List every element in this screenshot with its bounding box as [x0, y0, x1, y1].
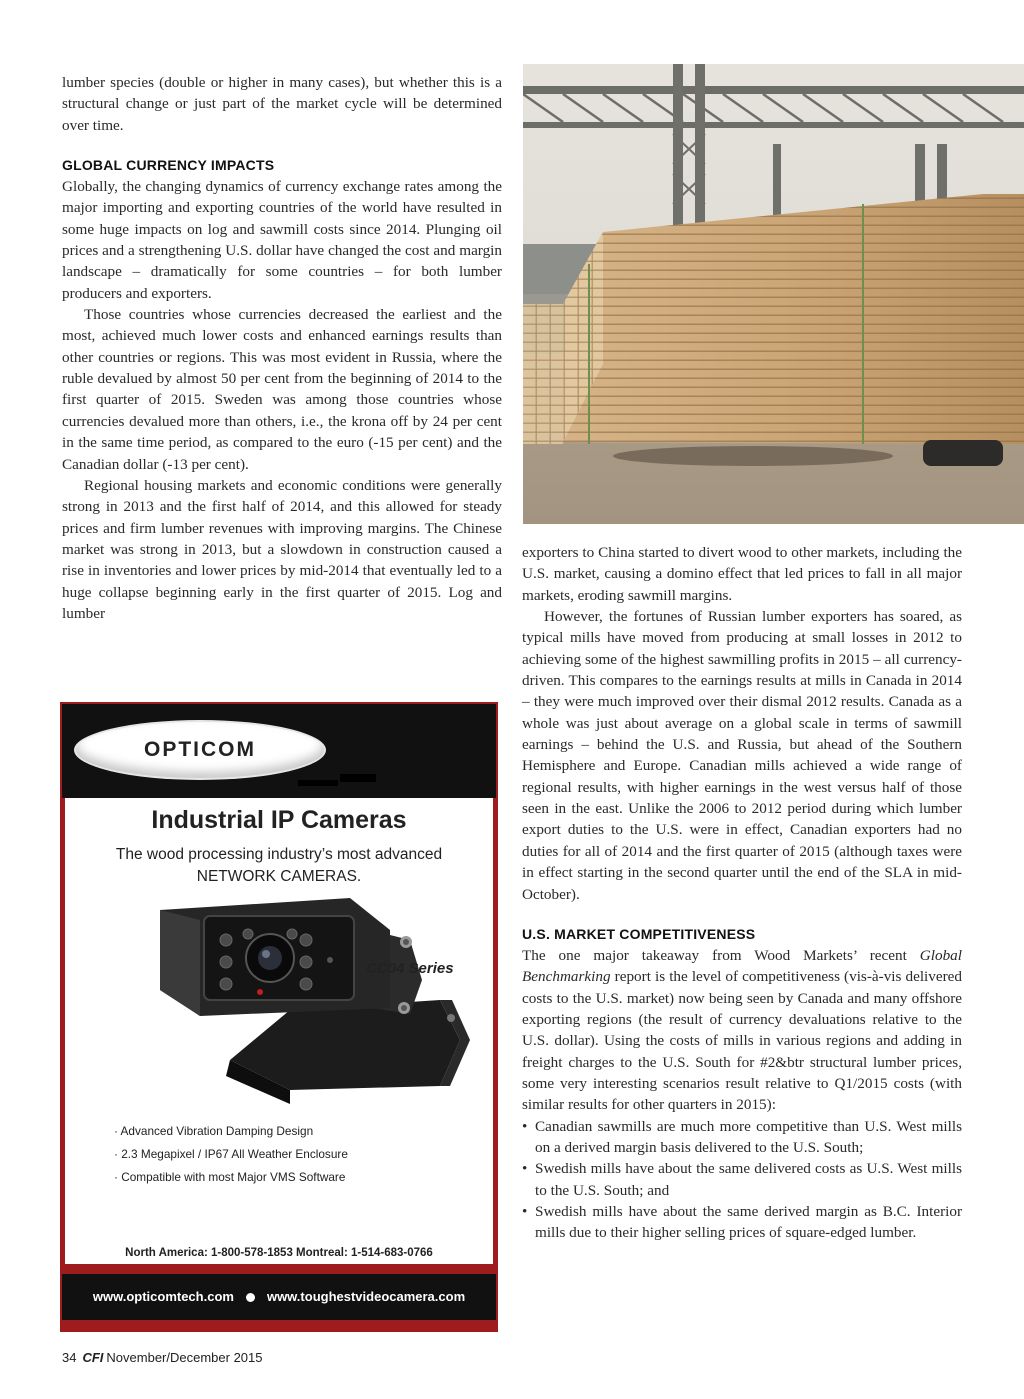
- toughest-camera-website-link[interactable]: www.toughestvideocamera.com: [266, 1289, 466, 1304]
- ad-header-band: [62, 704, 496, 798]
- intro-paragraph: lumber species (double or higher in many cases), but whether this is a structural change or just part of the market cycle will be determined over time.: [62, 74, 502, 134]
- russia-paragraph: However, the fortunes of Russian lumber exporters has soared, as typical mills have moved from producing at small losses in 2012 to achieving some of the highest sawmilling profits in 2015 – all currency-driven. This compares to the earnings results at mills in Canada in 2014 – they were much improved over their dismal 2012 results. Canada as a whole was just about average on a global scale in terms of sawmill earnings – behind the U.S. and Russia, but ahead of the Southern Hemisphere and Europe. Canadian mills achieved a wide range of regional results, with higher earnings in the west versus half of those seen in the east. Unlike the 2006 to 2012 period during which lumber export duties to the U.S. were in effect, Canadian exporters had no duties for all of 2014 and the first quarter of 2015 (although taxes were in effect starting in the second quarter until the end of the SLA in mid-October).: [522, 608, 962, 903]
- ad-footer-band: [62, 1274, 496, 1320]
- list-item: • Swedish mills have about the same derived margin as B.C. Interior mills due to their higher selling prices of square-edged lumber.: [522, 1201, 962, 1244]
- section-heading-us-market: U.S. MARKET COMPETITIVENESS: [522, 925, 756, 942]
- us-text-before: The one major takeaway from Wood Markets’ recent: [522, 946, 920, 964]
- lumber-stack-photo: [523, 64, 1024, 524]
- opticom-logo: [76, 722, 324, 778]
- ad-feature-list: [114, 1120, 348, 1189]
- list-item: · 2.3 Megapixel / IP67 All Weather Enclosure: [114, 1147, 348, 1161]
- opticom-advertisement[interactable]: [60, 702, 498, 1332]
- right-column: [522, 542, 962, 1244]
- us-market-paragraph: [522, 945, 962, 1116]
- ad-urls: [62, 1274, 496, 1320]
- section-heading-currency: GLOBAL CURRENCY IMPACTS: [62, 157, 275, 174]
- ad-series-label: CC04 Series: [366, 960, 454, 977]
- report-title: Global Benchmarking: [522, 946, 962, 986]
- list-item: • Swedish mills have about the same delivered costs as U.S. West mills to the U.S. South; and: [522, 1158, 962, 1201]
- us-text-after: report is the level of competitiveness (vis-à-vis delivered costs to the U.S. market) now being seen by Canada and many offshore exporting regions (the result of currency devaluations relative to the U.S. dollar). Using the costs of mills in various regions and adding in freight charges to the U.S. South for #2&btr structural lumber prices, some very interesting scenarios result relative to Q1/2015 costs (with similar results for other quarters in 2015):: [522, 968, 962, 1114]
- ad-subtitle-line-2: NETWORK CAMERAS.: [196, 868, 362, 885]
- currency-paragraph-1: Globally, the changing dynamics of currency exchange rates among the major importing and exporting countries of the world have resulted in some huge impacts on log and sawmill costs since 2014. Plunging oil prices and a strengthening U.S. dollar have changed the cost and margin landscape – dramatically for some countries – for both lumber producers and exporters.: [62, 178, 502, 302]
- logo-text: OPTICOM: [144, 738, 256, 761]
- opticom-website-link[interactable]: www.opticomtech.com: [92, 1289, 234, 1304]
- ad-title: Industrial IP Cameras: [151, 806, 407, 834]
- ad-subtitle-line-1: The wood processing industry’s most advanced: [115, 846, 443, 863]
- ad-phone-numbers: North America: 1-800-578-1853 Montreal: 1-514-683-0766: [125, 1247, 433, 1259]
- findings-list: [522, 1116, 962, 1244]
- decorative-bar: [340, 774, 376, 782]
- list-item: · Advanced Vibration Damping Design: [114, 1124, 314, 1138]
- continued-paragraph: exporters to China started to divert wood to other markets, including the U.S. market, causing a domino effect that led prices to fall in all major markets, eroding sawmill margins.: [522, 544, 962, 604]
- list-item: • Canadian sawmills are much more competitive than U.S. West mills on a derived margin basis delivered to the U.S. South;: [522, 1116, 962, 1159]
- decorative-bar: [298, 780, 338, 786]
- page-footer: [62, 1350, 263, 1365]
- left-column: [62, 72, 502, 624]
- page-number: 34: [62, 1350, 77, 1365]
- camera-image: [140, 890, 480, 1104]
- currency-paragraph-2: Those countries whose currencies decreased the earliest and the most, achieved much lower costs and enhanced earnings results than other countries or regions. This was most evident in Russia, where the ruble devalued by almost 50 per cent from the beginning of 2014 to the first quarter of 2015. Sweden was among those countries whose currencies devalued more than others, i.e., the krona off by 24 per cent in the same time period, as compared to the euro (-15 per cent) and the Canadian dollar (-13 per cent).: [62, 306, 502, 473]
- bullet-dot-icon: [246, 1293, 255, 1302]
- issue-date: November/December 2015: [106, 1350, 263, 1365]
- list-item: · Compatible with most Major VMS Software: [114, 1170, 346, 1184]
- publication-name: CFI: [82, 1350, 104, 1365]
- currency-paragraph-3: Regional housing markets and economic conditions were generally strong in 2013 and the first half of 2014, and this allowed for steady prices and firm lumber revenues with improving margins. The Chinese market was strong in 2013, but a slowdown in construction caused a rise in inventories and lower prices by mid-2014 that eventually led to a huge collapse beginning early in the first quarter of 2015. Log and lumber: [62, 476, 502, 622]
- ad-subtitle: [60, 844, 498, 888]
